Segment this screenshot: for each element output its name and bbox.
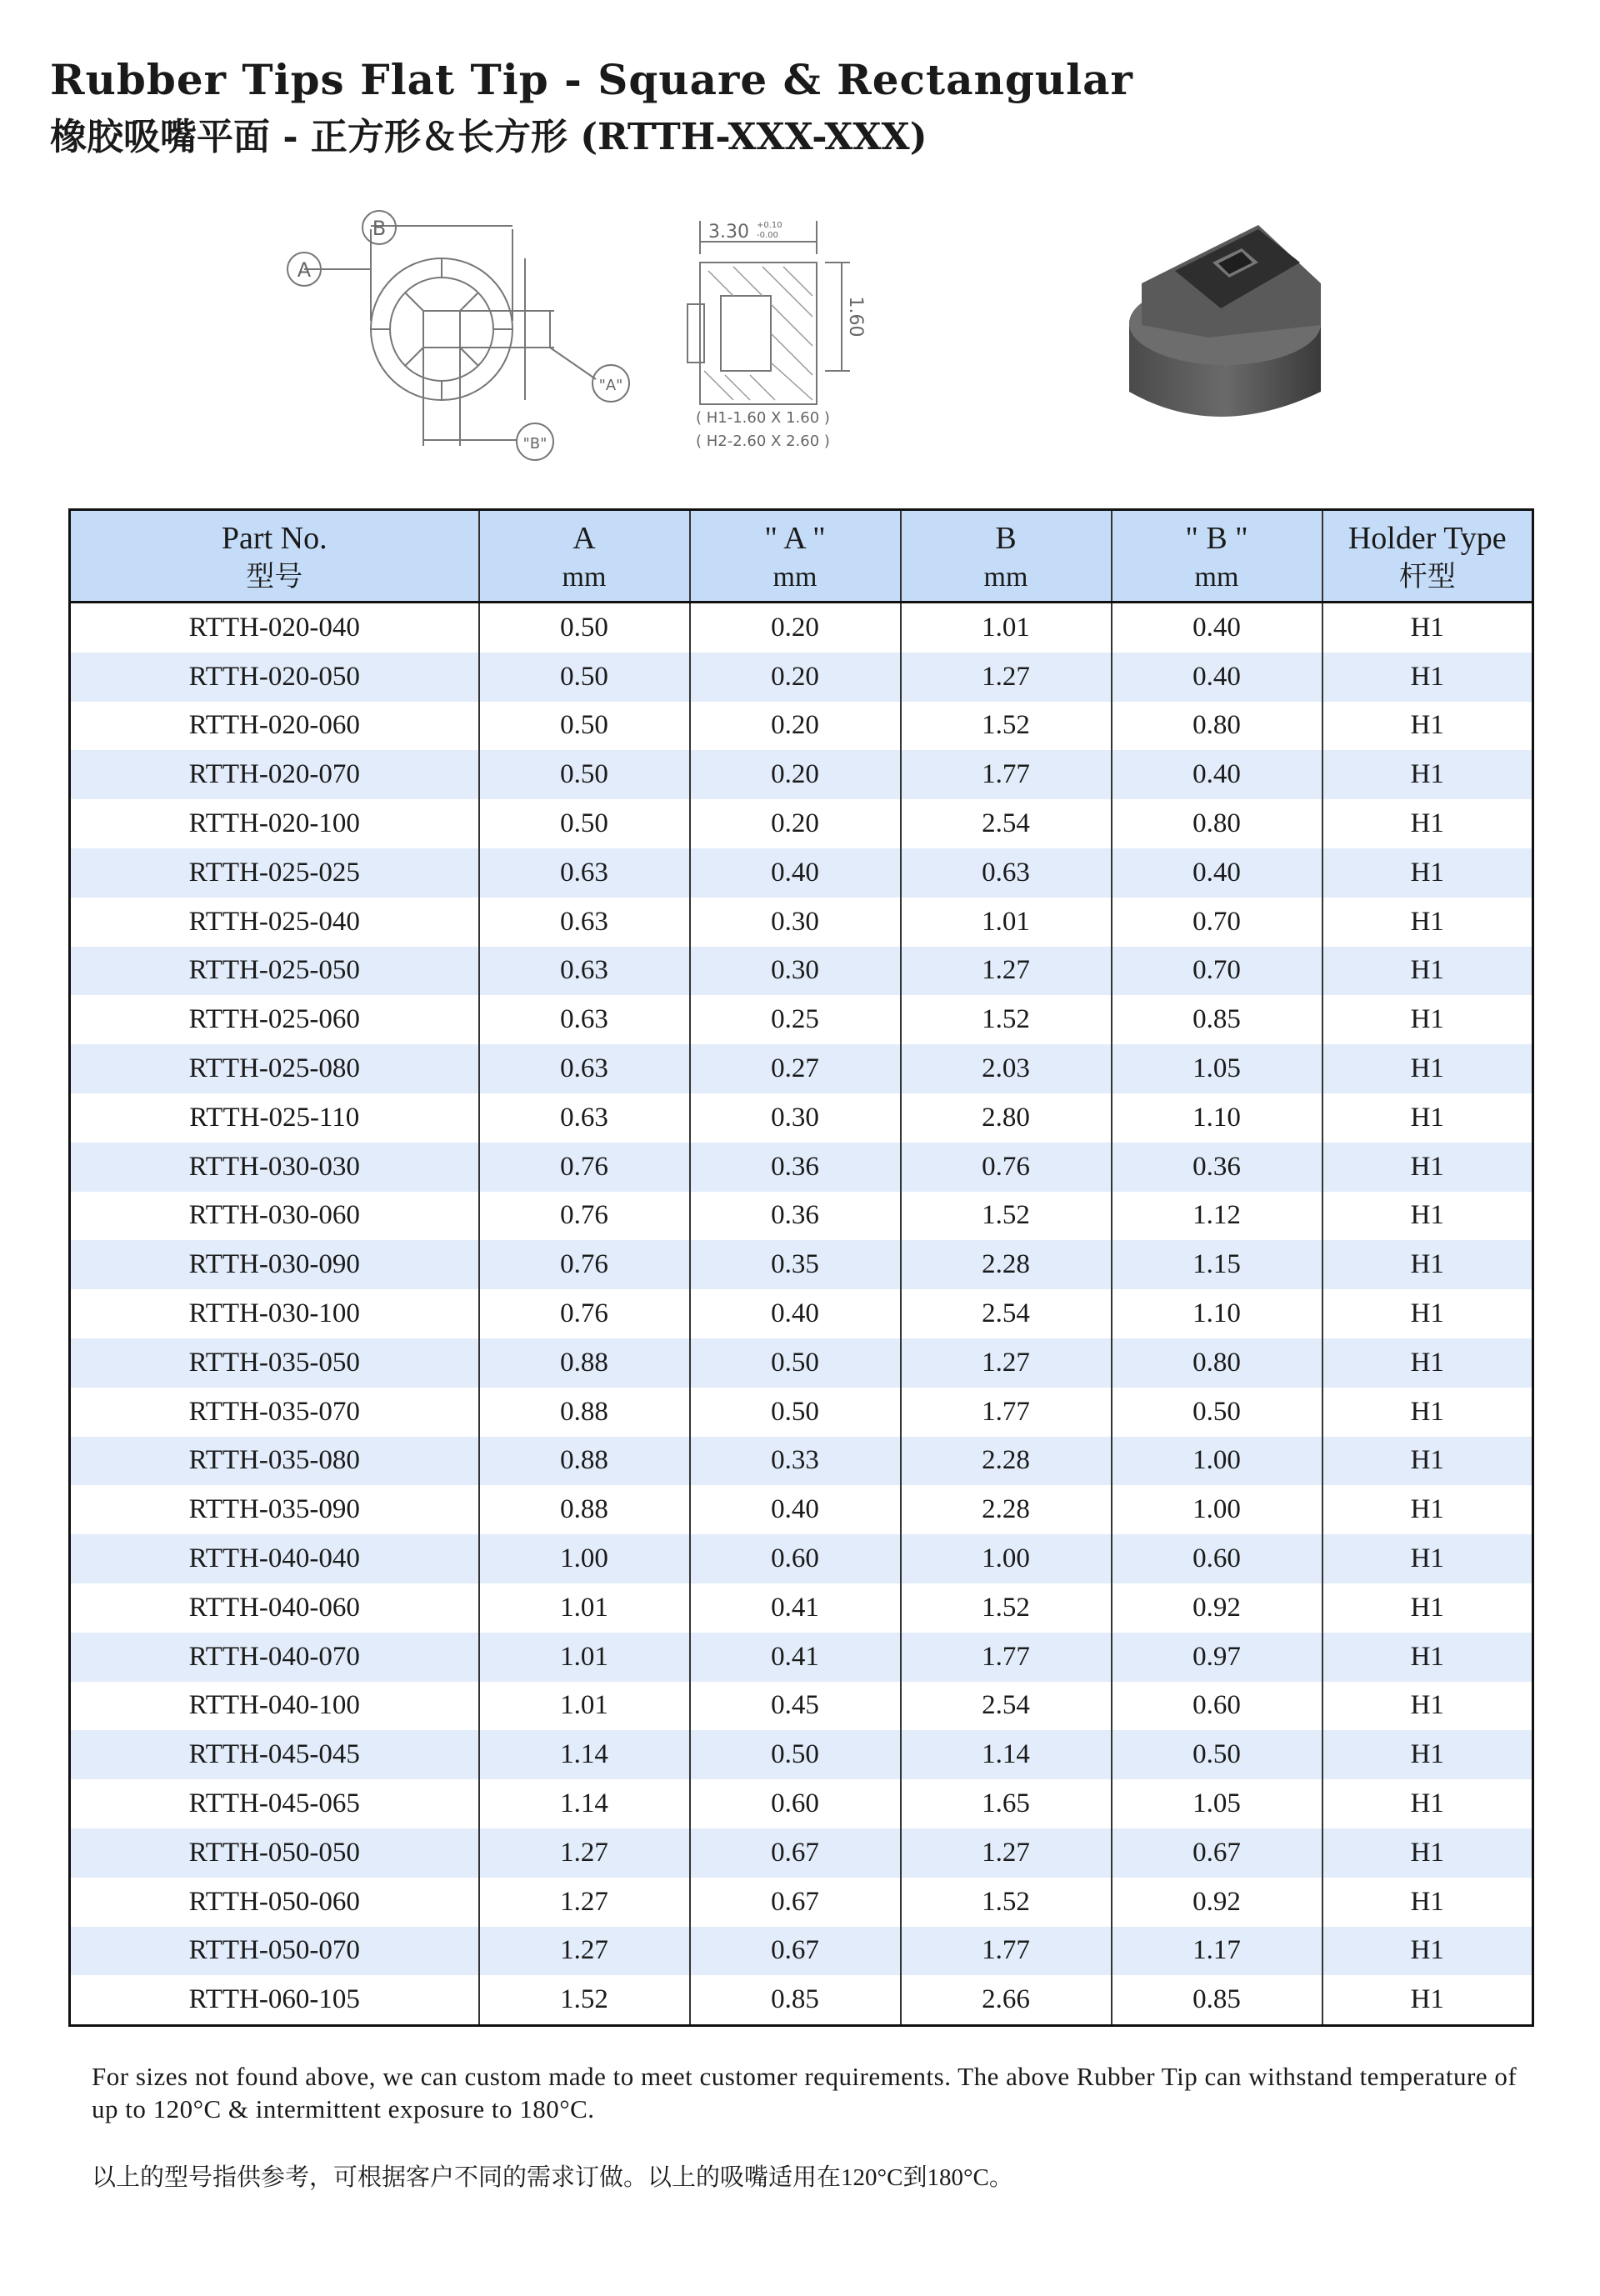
cell-a-quoted: 0.33 — [690, 1437, 901, 1486]
cell-b-quoted: 0.36 — [1112, 1143, 1322, 1192]
holder-note-h2: ( H2-2.60 X 2.60 ) — [696, 433, 830, 450]
table-row — [70, 898, 1533, 947]
top-view — [288, 211, 629, 460]
cell-part-no: RTTH-020-060 — [188, 710, 360, 741]
cell-a: 1.52 — [479, 1975, 690, 2025]
rubber-tip-photo — [1117, 192, 1333, 442]
cell-b: 1.27 — [901, 653, 1112, 702]
cell-a: 0.76 — [479, 1143, 690, 1192]
label-b-quoted: "B" — [522, 435, 548, 453]
table-row — [70, 1093, 1533, 1143]
cell-part-no: RTTH-035-070 — [188, 1396, 360, 1427]
cell-a: 1.01 — [479, 1682, 690, 1731]
cell-part-no: RTTH-050-070 — [70, 1927, 479, 1976]
cell-a: 0.63 — [479, 898, 690, 947]
cell-b: 1.77 — [901, 1927, 1112, 1976]
cell-a: 0.63 — [479, 848, 690, 898]
cell-a-quoted: 0.50 — [690, 1730, 901, 1779]
cell-part-no: RTTH-035-080 — [70, 1437, 479, 1486]
cell-a-quoted: 0.30 — [690, 947, 901, 996]
cell-b: 0.76 — [901, 1143, 1112, 1192]
cell-b-quoted: 1.00 — [1112, 1437, 1322, 1486]
table-row — [70, 1044, 1533, 1093]
cell-a-quoted: 0.25 — [690, 995, 901, 1044]
footer-note-en: For sizes not found above, we can custom made to meet customer requirements. The above Rubber Tip can withstand temperature of up to 120°C & intermittent exposure to 180°C. — [92, 2062, 1518, 2123]
cell-b-quoted: 0.85 — [1112, 1975, 1322, 2025]
label-a-quoted: "A" — [598, 377, 623, 394]
cell-b: 2.54 — [901, 1682, 1112, 1731]
cell-b: 1.52 — [901, 1583, 1112, 1633]
table-row — [70, 603, 1533, 653]
table-row — [70, 1485, 1533, 1534]
cell-holder-type: H1 — [1322, 1682, 1533, 1731]
cell-b: 0.63 — [901, 848, 1112, 898]
cell-part-no: RTTH-030-030 — [70, 1143, 479, 1192]
table-row — [70, 1828, 1533, 1878]
table-header-row — [70, 510, 1533, 603]
cell-holder-type: H1 — [1322, 1779, 1533, 1828]
cell-holder-type: H1 — [1322, 653, 1533, 702]
cell-a-quoted: 0.20 — [690, 799, 901, 848]
cell-part-no: RTTH-040-060 — [188, 1592, 360, 1623]
cell-b: 1.14 — [901, 1730, 1112, 1779]
cell-a: 1.27 — [479, 1828, 690, 1878]
cell-b: 2.03 — [901, 1044, 1112, 1093]
header-part-no: Part No. 型号 — [70, 510, 479, 603]
cell-a-quoted: 0.67 — [690, 1828, 901, 1878]
cell-b-quoted: 0.70 — [1112, 947, 1322, 996]
cell-holder-type: H1 — [1322, 848, 1533, 898]
cell-holder-type: H1 — [1322, 1927, 1533, 1976]
header-a-quoted: " A " mm — [690, 510, 901, 603]
cell-b-quoted: 1.17 — [1112, 1927, 1322, 1976]
cell-a-quoted: 0.50 — [690, 1338, 901, 1388]
cell-holder-type: H1 — [1322, 1044, 1533, 1093]
cell-b-quoted: 0.92 — [1112, 1583, 1322, 1633]
cell-a: 0.50 — [479, 653, 690, 702]
cell-b: 1.52 — [901, 1878, 1112, 1927]
table-row — [70, 1927, 1533, 1976]
cell-part-no: RTTH-025-050 — [70, 947, 479, 996]
cell-a-quoted: 0.20 — [690, 603, 901, 653]
cell-part-no: RTTH-035-090 — [188, 1494, 360, 1525]
cell-b-quoted: 0.40 — [1112, 603, 1322, 653]
cell-a-quoted: 0.27 — [690, 1044, 901, 1093]
cell-a-quoted: 0.41 — [690, 1583, 901, 1633]
cell-a: 0.88 — [479, 1485, 690, 1534]
table-row — [70, 848, 1533, 898]
cell-part-no: RTTH-025-060 — [188, 1004, 360, 1035]
table-row — [70, 947, 1533, 996]
cell-part-no: RTTH-040-040 — [70, 1534, 479, 1583]
cell-part-no: RTTH-030-090 — [70, 1240, 479, 1289]
cell-part-no: RTTH-040-070 — [70, 1633, 479, 1682]
cell-holder-type: H1 — [1322, 702, 1533, 751]
cell-holder-type: H1 — [1322, 1633, 1533, 1682]
cell-part-no: RTTH-045-045 — [70, 1730, 479, 1779]
cell-a-quoted: 0.60 — [690, 1779, 901, 1828]
cell-b: 1.65 — [901, 1779, 1112, 1828]
cell-holder-type: H1 — [1322, 1485, 1533, 1534]
holder-note-h1: ( H1-1.60 X 1.60 ) — [696, 409, 830, 427]
table-row — [70, 1240, 1533, 1289]
header-holder-type: Holder Type 杆型 — [1322, 510, 1533, 603]
cell-holder-type: H1 — [1322, 995, 1533, 1044]
cell-a-quoted: 0.40 — [690, 848, 901, 898]
cell-holder-type: H1 — [1322, 1143, 1533, 1192]
cell-part-no: RTTH-050-060 — [188, 1886, 360, 1917]
cell-a: 1.00 — [479, 1534, 690, 1583]
table-row — [70, 995, 1533, 1044]
cell-a-quoted: 0.36 — [690, 1192, 901, 1241]
label-b: B — [372, 217, 387, 240]
cell-holder-type: H1 — [1322, 1192, 1533, 1241]
cell-a: 1.14 — [479, 1730, 690, 1779]
cell-part-no: RTTH-030-060 — [188, 1200, 360, 1231]
cell-b-quoted: 1.10 — [1112, 1093, 1322, 1143]
cell-a: 0.63 — [479, 1093, 690, 1143]
cell-a: 1.01 — [479, 1583, 690, 1633]
cell-b: 1.52 — [901, 995, 1112, 1044]
cell-b: 1.27 — [901, 1828, 1112, 1878]
cell-a-quoted: 0.85 — [690, 1975, 901, 2025]
cell-part-no: RTTH-030-100 — [188, 1298, 360, 1329]
cell-b: 2.28 — [901, 1240, 1112, 1289]
cell-part-no: RTTH-060-105 — [188, 1984, 360, 2015]
cell-holder-type: H1 — [1322, 1338, 1533, 1388]
technical-drawing — [267, 204, 917, 471]
cell-b-quoted: 1.05 — [1112, 1779, 1322, 1828]
cell-a-quoted: 0.41 — [690, 1633, 901, 1682]
table-row — [70, 1289, 1533, 1338]
cell-part-no: RTTH-020-050 — [70, 653, 479, 702]
cell-a: 0.63 — [479, 995, 690, 1044]
section-view — [688, 221, 850, 404]
cell-b-quoted: 0.80 — [1112, 1338, 1322, 1388]
cell-a: 1.14 — [479, 1779, 690, 1828]
footer-note-cn: 以上的型号指供参考，可根据客户不同的需求订做。以上的吸嘴适用在120°C到180°C。 — [92, 2164, 1013, 2191]
header-b-quoted: " B " mm — [1112, 510, 1322, 603]
cell-a-quoted: 0.45 — [690, 1682, 901, 1731]
cell-a: 1.01 — [479, 1633, 690, 1682]
cell-b-quoted: 1.05 — [1112, 1044, 1322, 1093]
cell-a: 0.50 — [479, 799, 690, 848]
cell-holder-type: H1 — [1322, 898, 1533, 947]
dim-height: 1.60 — [845, 296, 866, 338]
cell-b: 1.77 — [901, 1633, 1112, 1682]
cell-b-quoted: 0.40 — [1112, 653, 1322, 702]
cell-a-quoted: 0.67 — [690, 1878, 901, 1927]
cell-a: 1.27 — [479, 1878, 690, 1927]
cell-holder-type: H1 — [1322, 1093, 1533, 1143]
cell-a: 1.27 — [479, 1927, 690, 1976]
dim-tol-bottom: -0.00 — [757, 231, 778, 240]
cell-b: 2.66 — [901, 1975, 1112, 2025]
cell-a: 0.88 — [479, 1437, 690, 1486]
header-a: A mm — [479, 510, 690, 603]
cell-b: 1.00 — [901, 1534, 1112, 1583]
table-row — [70, 1633, 1533, 1682]
cell-b-quoted: 1.00 — [1112, 1485, 1322, 1534]
table-row — [70, 1534, 1533, 1583]
cell-a-quoted: 0.20 — [690, 750, 901, 799]
cell-b-quoted: 0.67 — [1112, 1828, 1322, 1878]
cell-b: 2.28 — [901, 1437, 1112, 1486]
cell-b: 1.52 — [901, 1192, 1112, 1241]
cell-part-no: RTTH-045-065 — [188, 1788, 360, 1819]
cell-holder-type: H1 — [1322, 1583, 1533, 1633]
cell-b: 1.52 — [901, 702, 1112, 751]
table-row — [70, 702, 1533, 751]
cell-holder-type: H1 — [1322, 1975, 1533, 2025]
cell-holder-type: H1 — [1322, 603, 1533, 653]
table-row — [70, 1388, 1533, 1437]
cell-holder-type: H1 — [1322, 750, 1533, 799]
cell-a-quoted: 0.40 — [690, 1289, 901, 1338]
table-row — [70, 1583, 1533, 1633]
cell-holder-type: H1 — [1322, 1730, 1533, 1779]
cell-b-quoted: 0.60 — [1112, 1534, 1322, 1583]
cell-b-quoted: 0.92 — [1112, 1878, 1322, 1927]
table-row — [70, 1975, 1533, 2025]
cell-a-quoted: 0.30 — [690, 898, 901, 947]
cell-part-no: RTTH-025-110 — [189, 1102, 360, 1133]
cell-b: 1.27 — [901, 947, 1112, 996]
cell-b-quoted: 0.97 — [1112, 1633, 1322, 1682]
table-row — [70, 1143, 1533, 1192]
cell-a: 0.88 — [479, 1388, 690, 1437]
cell-holder-type: H1 — [1322, 947, 1533, 996]
cell-holder-type: H1 — [1322, 1534, 1533, 1583]
cell-a-quoted: 0.67 — [690, 1927, 901, 1976]
dim-width: 3.30 — [708, 222, 749, 243]
cell-part-no: RTTH-040-100 — [188, 1690, 360, 1721]
cell-b: 2.28 — [901, 1485, 1112, 1534]
cell-part-no: RTTH-035-050 — [70, 1338, 479, 1388]
cell-a-quoted: 0.60 — [690, 1534, 901, 1583]
cell-a-quoted: 0.20 — [690, 653, 901, 702]
cell-b: 2.54 — [901, 799, 1112, 848]
page-subtitle-cn: 橡胶吸嘴平面 - 正方形＆长方形 (RTTH-XXX-XXX) — [50, 116, 928, 158]
cell-part-no: RTTH-050-050 — [70, 1828, 479, 1878]
cell-part-no: RTTH-025-040 — [188, 906, 360, 937]
table-row — [70, 1779, 1533, 1828]
cell-b-quoted: 0.80 — [1112, 799, 1322, 848]
cell-holder-type: H1 — [1322, 1289, 1533, 1338]
cell-a: 0.76 — [479, 1289, 690, 1338]
cell-b: 2.54 — [901, 1289, 1112, 1338]
cell-a: 0.63 — [479, 1044, 690, 1093]
cell-holder-type: H1 — [1322, 1878, 1533, 1927]
cell-b-quoted: 0.70 — [1112, 898, 1322, 947]
cell-a: 0.76 — [479, 1240, 690, 1289]
cell-part-no: RTTH-025-080 — [70, 1044, 479, 1093]
table-row — [70, 1192, 1533, 1241]
table-row — [70, 1878, 1533, 1927]
cell-b: 1.77 — [901, 1388, 1112, 1437]
cell-a: 0.88 — [479, 1338, 690, 1388]
cell-holder-type: H1 — [1322, 1240, 1533, 1289]
table-row — [70, 1682, 1533, 1731]
cell-b: 1.77 — [901, 750, 1112, 799]
cell-b-quoted: 0.50 — [1112, 1388, 1322, 1437]
cell-b: 1.01 — [901, 603, 1112, 653]
cell-a-quoted: 0.30 — [690, 1093, 901, 1143]
cell-holder-type: H1 — [1322, 1828, 1533, 1878]
cell-holder-type: H1 — [1322, 1437, 1533, 1486]
table-body — [70, 603, 1533, 2026]
label-a: A — [297, 258, 312, 282]
cell-b-quoted: 0.40 — [1112, 750, 1322, 799]
cell-part-no: RTTH-025-025 — [70, 848, 479, 898]
cell-b-quoted: 1.15 — [1112, 1240, 1322, 1289]
header-b: B mm — [901, 510, 1112, 603]
cell-b-quoted: 0.60 — [1112, 1682, 1322, 1731]
cell-a-quoted: 0.40 — [690, 1485, 901, 1534]
page-title: Rubber Tips Flat Tip - Square & Rectangular — [50, 55, 1133, 104]
cell-b: 1.01 — [901, 898, 1112, 947]
cell-holder-type: H1 — [1322, 1388, 1533, 1437]
table-row — [70, 1338, 1533, 1388]
cell-part-no: RTTH-020-040 — [188, 612, 360, 643]
cell-a-quoted: 0.50 — [690, 1388, 901, 1437]
table-row — [70, 1730, 1533, 1779]
table-row — [70, 1437, 1533, 1486]
spec-table — [68, 508, 1534, 2027]
cell-b-quoted: 0.50 — [1112, 1730, 1322, 1779]
dim-tol-top: +0.10 — [757, 221, 782, 230]
cell-b-quoted: 1.10 — [1112, 1289, 1322, 1338]
cell-a: 0.50 — [479, 702, 690, 751]
cell-b-quoted: 0.80 — [1112, 702, 1322, 751]
cell-part-no: RTTH-020-070 — [70, 750, 479, 799]
table-row — [70, 750, 1533, 799]
cell-a: 0.50 — [479, 750, 690, 799]
cell-part-no: RTTH-020-100 — [188, 808, 360, 839]
cell-b: 2.80 — [901, 1093, 1112, 1143]
cell-a-quoted: 0.36 — [690, 1143, 901, 1192]
cell-b-quoted: 0.85 — [1112, 995, 1322, 1044]
cell-b-quoted: 0.40 — [1112, 848, 1322, 898]
cell-a: 0.76 — [479, 1192, 690, 1241]
cell-b-quoted: 1.12 — [1112, 1192, 1322, 1241]
cell-a-quoted: 0.35 — [690, 1240, 901, 1289]
cell-b: 1.27 — [901, 1338, 1112, 1388]
cell-a: 0.63 — [479, 947, 690, 996]
cell-a-quoted: 0.20 — [690, 702, 901, 751]
cell-holder-type: H1 — [1322, 799, 1533, 848]
table-row — [70, 799, 1533, 848]
table-row — [70, 653, 1533, 702]
cell-a: 0.50 — [479, 603, 690, 653]
